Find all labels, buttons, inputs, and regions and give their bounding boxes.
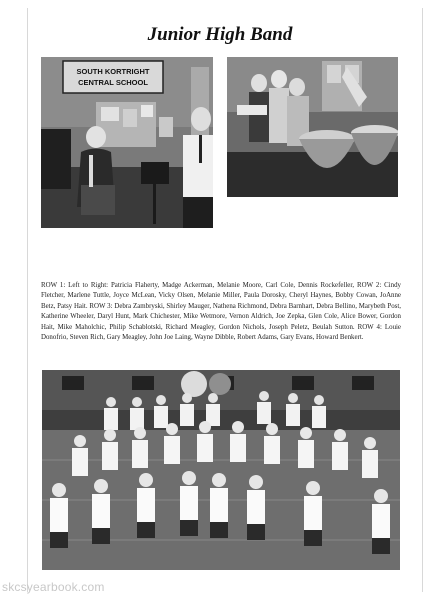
classroom-photo bbox=[41, 57, 213, 228]
band-member-caption: ROW 1: Left to Right: Patricia Flaherty, Madge Ackerman, Melanie Moore, Carl Cole, Dennis Rockefeller, ROW 2: Cindy Fletcher, Marlene Tuttle, Joyce McLean, Vicky Olsen, Melanie Miller, Paula Dorosky, Cheryl Haynes, Bobby Cowan, JoAnne Betz, Patsy Hait. ROW 3: Debra Zambryski, Shirley Mauger, Nathena Richmond, Debra Barnhart, Debra Bellino, Marybeth Post, Katherine Wheeler, Daryl Hunt, Mark Chichester, Mike Wetmore, Vernon Aldrich, Joe Zepka, Glen Cole, Alice Bower, Gordon Hait, Mike Maholchic, Philip Schablotski, Richard Meagley, Gordon Nichols, Joseph Peletz, Beulah Sutton. ROW 4: Louie Donofrio, Steven Rich, Gary Meagley, John Joe Laing, Wayne Dibble, Robert Adams, Gary Evans, Howard Benkert. bbox=[41, 282, 401, 342]
percussion-photo bbox=[227, 57, 398, 197]
site-watermark: skcsyearbook.com bbox=[2, 580, 105, 594]
page-title: Junior High Band bbox=[147, 24, 293, 45]
band-group-photo bbox=[42, 370, 400, 570]
sign-line-1: SOUTH KORTRIGHT bbox=[76, 67, 150, 76]
sign-line-2: CENTRAL SCHOOL bbox=[78, 78, 148, 87]
